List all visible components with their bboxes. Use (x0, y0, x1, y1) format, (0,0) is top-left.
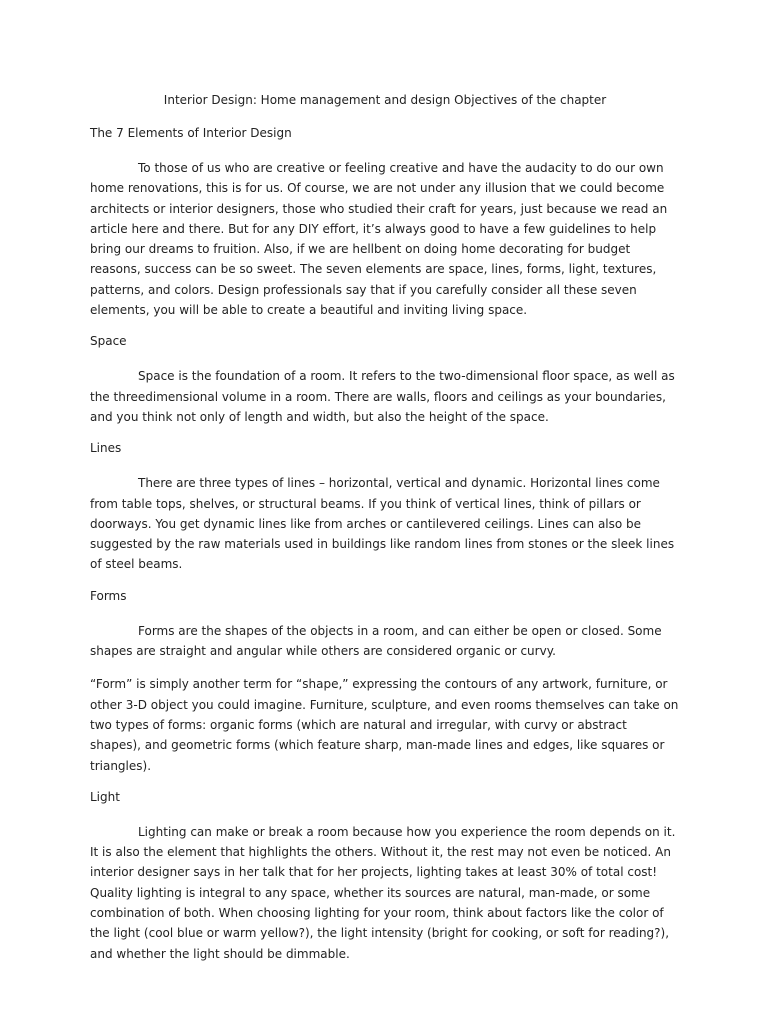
forms-paragraph-2: “Form” is simply another term for “shape,” expressing the contours of any artwork, furniture, or other 3-D object you could imagine. Furniture, sculpture, and even rooms themselves can take on two types of forms: organic forms (which are natural and irregular, with curvy or abstract shapes), and geometric forms (which feature sharp, man-made lines and edges, like squares or triangles). (90, 677, 679, 773)
document-title: Interior Design: Home management and design Objectives of the chapter (163, 93, 607, 107)
section-heading-forms: Forms (90, 588, 127, 603)
space-paragraph: Space is the foundation of a room. It refers to the two-dimensional floor space, as well as the threedimensional volume in a room. There are walls, floors and ceilings as your boundaries, and you think not only of length and width, but also the height of the space. (90, 369, 675, 424)
light-paragraph: Lighting can make or break a room because how you experience the room depends on it. It is also the element that highlights the others. Without it, the rest may not even be noticed. An interior designer says in her talk that for her projects, lighting takes at least 30% of total cost! Quality lighting is integral to any space, whether its sources are natural, man-made, or some combination of both. When choosing lighting for your room, think about factors like the color of the light (cool blue or warm yellow?), the light intensity (bright for cooking, or soft for reading?), and whether the light should be dimmable. (90, 824, 676, 961)
section-heading-lines: Lines (90, 441, 122, 456)
intro-paragraph: To those of us who are creative or feeling creative and have the audacity to do our own home renovations, this is for us. Of course, we are not under any illusion that we could become architects or interior designers, those who studied their craft for years, just because we read an article here and there. But for any DIY effort, it’s always good to have a few guidelines to help bring our dreams to fruition. Also, if we are hellbent on doing home decorating for budget reasons, success can be so sweet. The seven elements are space, lines, forms, light, textures, patterns, and colors. Design professionals say that if you carefully consider all these seven elements, you will be able to create a beautiful and inviting living space. (90, 161, 668, 318)
section-heading-light: Light (90, 789, 120, 804)
lines-paragraph: There are three types of lines – horizontal, vertical and dynamic. Horizontal lines come from table tops, shelves, or structural beams. If you think of vertical lines, think of pillars or doorways. You get dynamic lines like from arches or cantilevered ceilings. Lines can also be suggested by the raw materials used in buildings like random lines from stones or the sleek lines of steel beams. (90, 476, 675, 572)
section-heading-space: Space (90, 334, 127, 349)
document-subtitle: The 7 Elements of Interior Design (90, 126, 292, 140)
forms-paragraph-1: Forms are the shapes of the objects in a room, and can either be open or closed. Some shapes are straight and angular while others are considered organic or curvy. (90, 623, 662, 659)
